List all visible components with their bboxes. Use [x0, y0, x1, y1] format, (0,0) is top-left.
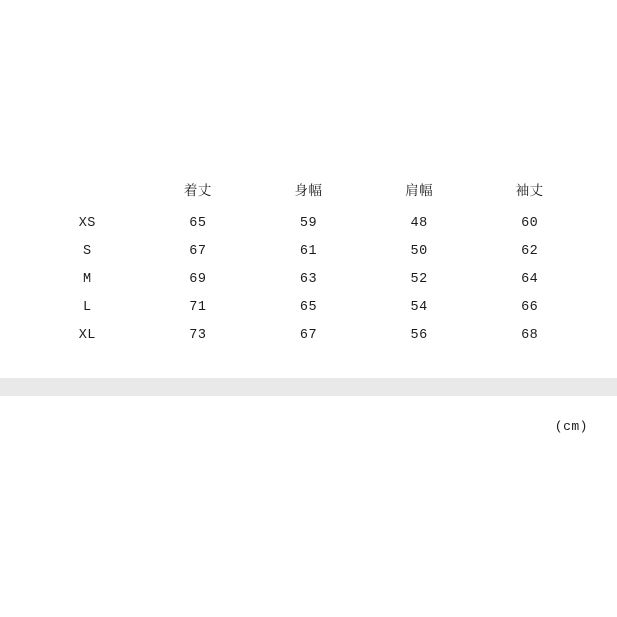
row-size-label: M: [82, 272, 92, 287]
cell-body-length: 67: [189, 244, 207, 259]
cell-body-length: 71: [189, 300, 207, 315]
cell-body-length: 65: [189, 216, 207, 231]
column-header-sleeve-length: 袖丈: [515, 185, 544, 200]
row-size-label: XS: [78, 216, 96, 231]
cell-body-length: 73: [189, 328, 207, 343]
table-row: [32, 210, 585, 238]
cell-chest-width: 65: [299, 300, 318, 315]
cell-body-length: 69: [189, 272, 207, 287]
cell-sleeve-length: 64: [521, 272, 539, 287]
table-row: [32, 294, 585, 322]
cell-shoulder-width: 52: [410, 272, 428, 287]
cell-shoulder-width: 50: [410, 244, 428, 259]
separator-band: [0, 378, 617, 396]
column-header-body-length: 着丈: [183, 185, 212, 200]
size-chart-table: [32, 176, 585, 350]
cell-sleeve-length: 66: [521, 300, 539, 315]
row-size-label: L: [82, 300, 92, 315]
column-header-shoulder-width: 肩幅: [405, 185, 434, 200]
cell-shoulder-width: 54: [410, 300, 428, 315]
table-header-row: [32, 176, 585, 210]
cell-shoulder-width: 56: [410, 328, 428, 343]
unit-note: (cm): [554, 419, 588, 434]
table-corner-cell: [32, 176, 143, 210]
table-row: [32, 238, 585, 266]
cell-chest-width: 59: [299, 216, 318, 231]
cell-sleeve-length: 68: [521, 328, 539, 343]
cell-chest-width: 67: [299, 328, 318, 343]
table-header: [32, 176, 585, 210]
cell-chest-width: 63: [299, 272, 318, 287]
cell-sleeve-length: 62: [521, 244, 539, 259]
cell-chest-width: 61: [299, 244, 318, 259]
table-row: [32, 322, 585, 350]
row-size-label: S: [82, 244, 92, 259]
cell-sleeve-length: 60: [521, 216, 539, 231]
table-body: [32, 210, 585, 350]
row-size-label: XL: [78, 328, 96, 343]
cell-shoulder-width: 48: [410, 216, 428, 231]
table-row: [32, 266, 585, 294]
column-header-chest-width: 身幅: [294, 185, 323, 200]
